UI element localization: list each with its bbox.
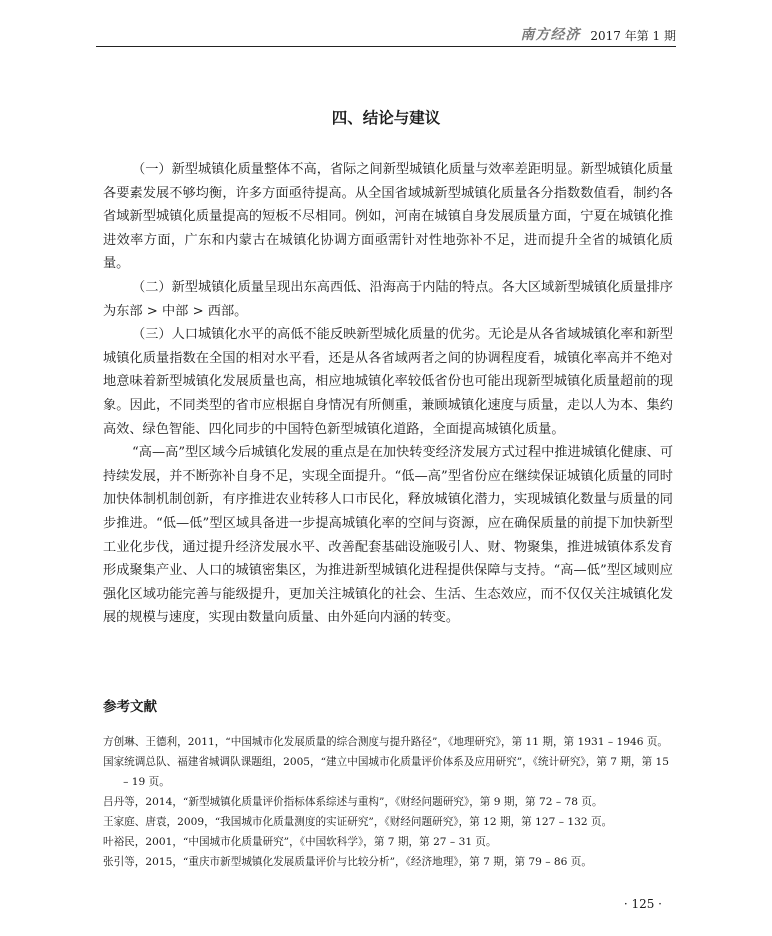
journal-logo: 南方经济 — [520, 27, 581, 43]
paragraph: “高—高”型区域今后城镇化发展的重点是在加快转变经济发展方式过程中推进城镇化健康、可持续发展，并不断弥补自身不足，实现全面提升。“低—高”型省份应在继续保证城镇化质量的同时加快体制机制创新，有序推进农业转移人口市民化，释放城镇化潜力，实现城镇化数量与质量的同步推进。“低—低”型区域具备进一步提高城镇化率的空间与资源，应在确保质量的前提下加快新型工业化步伐，通过提升经济发展水平、改善配套基础设施吸引人、财、物聚集，推进城镇体系发育形成聚集产业、人口的城镇密集区，为推进新型城镇化进程提供保障与支持。“高—低”型区域则应强化区域功能完善与能级提升，更加关注城镇化的社会、生活、生态效应，而不仅仅关注城镇化发展的规模与速度，实现由数量向质量、由外延向内涵的转变。 — [103, 445, 674, 626]
references-heading: 参考文献 — [103, 699, 157, 715]
page-number: · 125 · — [623, 897, 662, 911]
body-text — [103, 158, 673, 630]
reference-item: 王家庭、唐袁，2009，“我国城市化质量测度的实证研究”，《财经问题研究》，第 12 期，第 127 – 132 页。 — [103, 816, 613, 828]
running-header — [96, 18, 676, 47]
reference-item: 吕丹等，2014，“新型城镇化质量评价指标体系综述与重构”，《财经问题研究》，第 9 期，第 72 – 78 页。 — [103, 796, 603, 808]
reference-item: 张引等，2015，“重庆市新型城镇化发展质量评价与比较分析”，《经济地理》，第 7 期，第 79 – 86 页。 — [103, 856, 592, 868]
reference-item: 叶裕民，2001，“中国城市化质量研究”，《中国软科学》，第 7 期，第 27 – 31 页。 — [103, 836, 497, 848]
reference-item: 方创琳、王德利，2011，“中国城市化发展质量的综合测度与提升路径”，《地理研究》，第 11 期，第 1931 – 1946 页。 — [103, 736, 669, 748]
paragraph: （一）新型城镇化质量整体不高，省际之间新型城镇化质量与效率差距明显。新型城镇化质量各要素发展不够均衡，许多方面亟待提高。从全国省域城新型城镇化质量各分指数数值看，制约各省域新型城镇化质量提高的短板不尽相同。例如，河南在城镇自身发展质量方面，宁夏在城镇化推进效率方面，广东和内蒙古在城镇化协调方面亟需针对性地弥补不足，进而提升全省的城镇化质量。 — [103, 162, 673, 272]
paragraph: （二）新型城镇化质量呈现出东高西低、沿海高于内陆的特点。各大区域新型城镇化质量排序为东部 > 中部 > 西部。 — [103, 279, 673, 319]
references-list — [103, 732, 677, 872]
paragraph: （三）人口城镇化水平的高低不能反映新型城化质量的优劣。无论是从各省域城镇化率和新型城镇化质量指数在全国的相对水平看，还是从各省域两者之间的协调程度看，城镇化率高并不绝对地意味着新型城镇化发展质量也高，相应地城镇化率较低省份也可能出现新型城镇化质量超前的现象。因此，不同类型的省市应根据自身情况有所侧重，兼顾城镇化速度与质量，走以人为本、集约高效、绿色智能、四化同步的中国特色新型城镇化道路，全面提高城镇化质量。 — [103, 327, 673, 437]
issue-label: 2017 年第 1 期 — [590, 29, 676, 43]
section-title: 四、结论与建议 — [331, 109, 441, 127]
reference-item: 国家统调总队、福建省城调队课题组，2005，“建立中国城市化质量评价体系及应用研究”，《统计研究》，第 7 期，第 15 – 19 页。 — [103, 756, 670, 788]
